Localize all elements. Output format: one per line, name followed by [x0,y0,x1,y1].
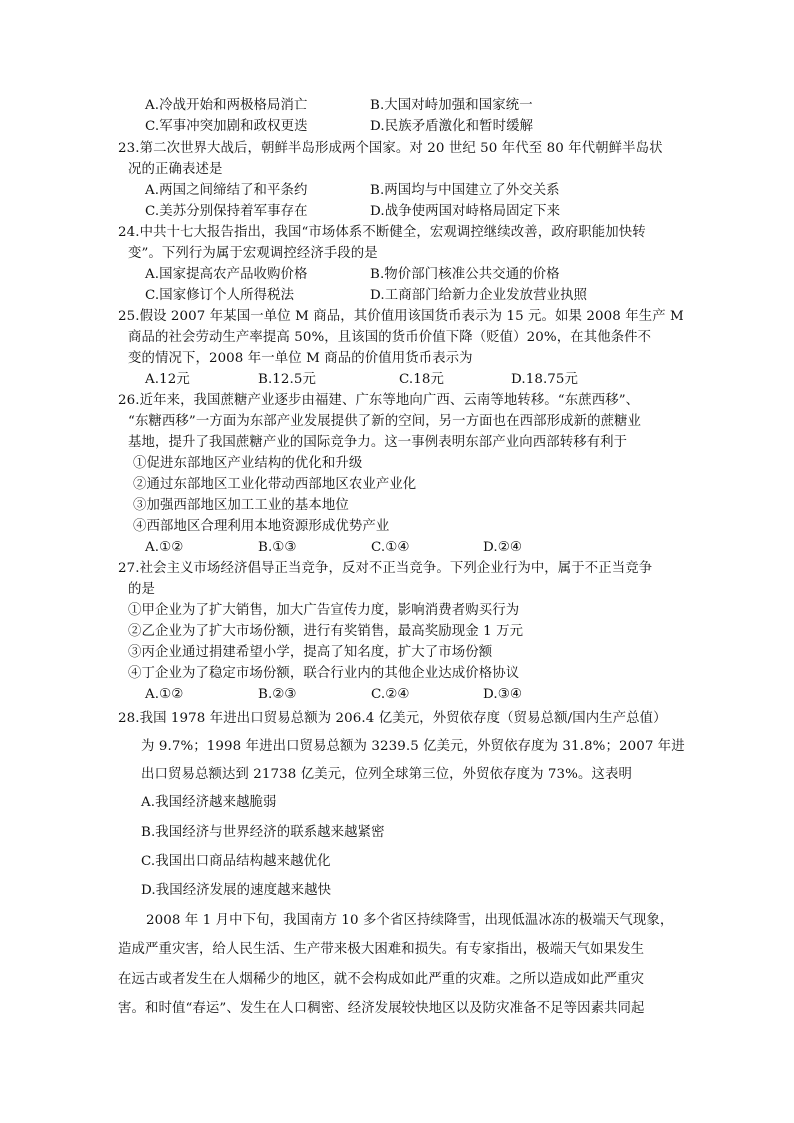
q22-option-b: B.大国对峙加强和国家统一 [370,98,533,113]
q27-item-2: ②乙企业为了扩大市场份额，进行有奖销售，最高奖励现金 1 万元 [128,624,524,639]
q26-stem: 26.近年来，我国蔗糖产业逐步由福建、广东等地向广西、云南等地转移。“东蔗西移”、 [118,393,640,408]
q22-option-d: D.民族矛盾激化和暂时缓解 [370,119,534,134]
q24-stem: 24.中共十七大报告指出，我国“市场体系不断健全，宏观调控继续改善，政府职能加快转 [118,225,646,240]
q27-stem-cont: 的是 [128,582,155,597]
q24-option-c: C.国家修订个人所得税法 [145,288,295,303]
q26-item-1: ①促进东部地区产业结构的优化和升级 [133,456,363,471]
q26-option-a: A.①② [145,540,184,555]
q27-stem: 27.社会主义市场经济倡导正当竞争，反对不正当竞争。下列企业行为中，属于不正当竞争 [118,561,653,576]
q24-option-a: A.国家提高农产品收购价格 [145,267,308,282]
q24-option-d: D.工商部门给新力企业发放营业执照 [370,288,588,303]
q27-item-3: ③丙企业通过捐建希望小学，提高了知名度，扩大了市场份额 [128,645,493,660]
q25-option-a: A.12元 [145,372,190,387]
q28-option-d: D.我国经济发展的速度越来越快 [141,883,332,898]
q23-option-b: B.两国均与中国建立了外交关系 [370,183,560,198]
passage-line-2: 造成严重灾害，给人民生活、生产带来极大困难和损失。有专家指出，极端天气如果发生 [118,942,645,957]
q23-option-d: D.战争使两国对峙格局固定下来 [370,204,561,219]
q26-option-c: C.①④ [371,540,410,555]
q26-stem-cont-2: 基地，提升了我国蔗糖产业的国际竞争力。这一事例表明东部产业向西部转移有利于 [128,435,628,450]
q25-stem: 25.假设 2007 年某国一单位 M 商品，其价值用该国货币表示为 15 元。如果 2008 年生产 M [118,309,684,324]
q26-option-d: D.②④ [483,540,522,555]
q27-option-b: B.②③ [258,687,297,702]
passage-line-3: 在远古或者发生在人烟稀少的地区，就不会构成如此严重的灾难。之所以造成如此严重灾 [118,972,645,987]
passage-line-1: 2008 年 1 月中下旬，我国南方 10 多个省区持续降雪，出现低温冰冻的极端天气现象， [146,913,674,928]
q23-option-c: C.美苏分别保持着军事存在 [145,204,308,219]
q23-stem: 23.第二次世界大战后，朝鲜半岛形成两个国家。对 20 世纪 50 年代至 80 年代朝鲜半岛状 [118,141,663,156]
q27-option-c: C.②④ [371,687,410,702]
q26-item-4: ④西部地区合理利用本地资源形成优势产业 [133,519,390,534]
q25-stem-cont: 商品的社会劳动生产率提高 50%，且该国的货币价值下降（贬值）20%，在其他条件不 [128,330,652,345]
q24-stem-cont: 变”。下列行为属于宏观调控经济手段的是 [128,246,378,261]
q22-option-c: C.军事冲突加剧和政权更迭 [145,119,308,134]
q25-option-c: C.18元 [399,372,444,387]
q24-option-b: B.物价部门核准公共交通的价格 [370,267,560,282]
q28-option-b: B.我国经济与世界经济的联系越来越紧密 [141,825,385,840]
q28-option-a: A.我国经济越来越脆弱 [141,795,277,810]
q28-option-c: C.我国出口商品结构越来越优化 [141,854,331,869]
q27-item-1: ①甲企业为了扩大销售，加大广告宣传力度，影响消费者购买行为 [128,603,520,618]
q28-stem-cont: 为 9.7%；1998 年进出口贸易总额为 3239.5 亿美元，外贸依存度为 31.8%；2007 年进 [141,739,685,754]
q27-option-d: D.③④ [483,687,522,702]
q22-option-a: A.冷战开始和两极格局消亡 [145,98,308,113]
q28-stem: 28.我国 1978 年进出口贸易总额为 206.4 亿美元，外贸依存度（贸易总额/国内生产总值） [118,711,667,726]
q26-option-b: B.①③ [258,540,297,555]
q27-option-a: A.①② [145,687,184,702]
q25-option-d: D.18.75元 [511,372,579,387]
q23-stem-cont: 况的正确表述是 [128,162,223,177]
q23-option-a: A.两国之间缔结了和平条约 [145,183,308,198]
q25-stem-cont-2: 变的情况下，2008 年一单位 M 商品的价值用货币表示为 [128,351,473,366]
q26-stem-cont: “东糖西移”一方面为东部产业发展提供了新的空间，另一方面也在西部形成新的蔗糖业 [128,414,642,429]
q26-item-3: ③加强西部地区加工工业的基本地位 [133,498,349,513]
q26-item-2: ②通过东部地区工业化带动西部地区农业产业化 [133,477,417,492]
passage-line-4: 害。和时值“春运”、发生在人口稠密、经济发展较快地区以及防灾准备不足等因素共同起 [118,1001,645,1016]
q25-option-b: B.12.5元 [258,372,317,387]
q28-stem-cont-2: 出口贸易总额达到 21738 亿美元，位列全球第三位，外贸依存度为 73%。这表明 [141,767,632,782]
q27-item-4: ④丁企业为了稳定市场份额，联合行业内的其他企业达成价格协议 [128,666,520,681]
